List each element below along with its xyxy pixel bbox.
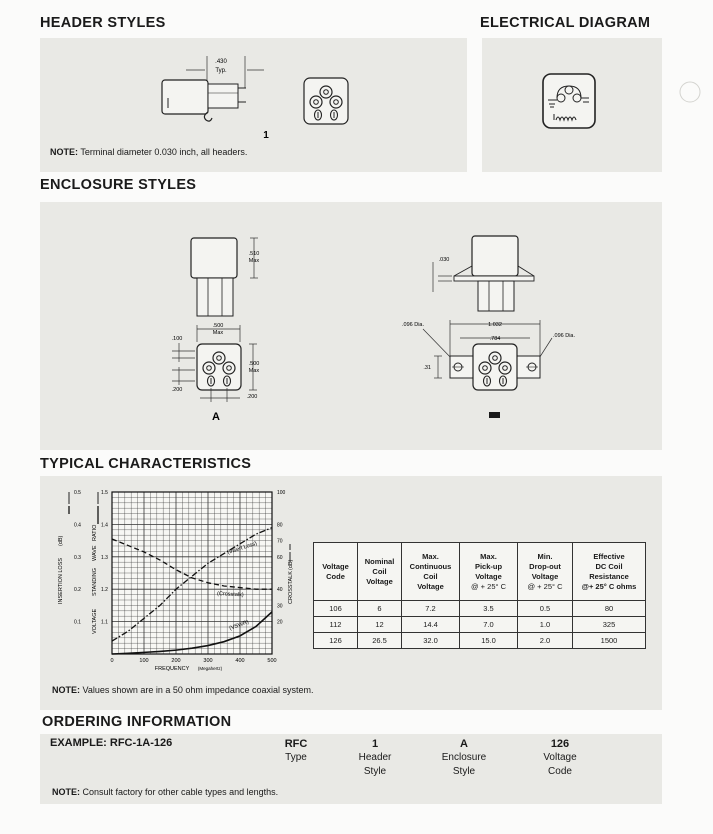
header-style-number: 1 (263, 130, 269, 141)
th-nominal-coil: Nominal Coil Voltage (358, 543, 402, 601)
page-hole-mark (676, 78, 704, 106)
y-tick-vswr: 1.1 (101, 619, 108, 626)
x-tick-label: 400 (235, 658, 245, 664)
table-row: 106 6 7.2 3.5 0.5 80 (314, 601, 646, 617)
svg-text:.500: .500 (248, 361, 260, 367)
axis-unit-crosstalk: (dB) (288, 559, 294, 570)
enclosure-styles-title: ENCLOSURE STYLES (40, 177, 197, 193)
y-tick-insertion-loss: 0.1 (74, 619, 81, 626)
svg-text:.200: .200 (246, 394, 258, 400)
series-label-crosstalk: (Crosstalk) (216, 591, 244, 599)
ordering-note: NOTE: Consult factory for other cable types and lengths. (52, 787, 279, 797)
ordering-col-type: RFC Type (284, 738, 308, 763)
dim-430-note: Typ. (215, 68, 227, 74)
enclosure-b-drawing (402, 236, 575, 420)
x-tick-label: 200 (171, 658, 181, 664)
ordering-col-enclosure-style: A Enclosure Style (441, 738, 487, 777)
y-tick-crosstalk: 80 (277, 522, 283, 529)
y-tick-crosstalk: 100 (277, 490, 286, 496)
th-min-dropout: Min. Drop-out Voltage @ + 25° C (518, 543, 573, 601)
y-tick-crosstalk: 20 (277, 619, 283, 626)
y-tick-crosstalk: 40 (277, 587, 283, 594)
ordering-col-voltage-code: 126 Voltage Code (543, 738, 577, 777)
enclosure-a-label: A (212, 411, 220, 423)
svg-text:.096 Dia.: .096 Dia. (401, 322, 425, 328)
characteristics-note: NOTE: Values shown are in a 50 ohm impedance coaxial system. (52, 685, 314, 695)
header-side-terminal (208, 84, 238, 108)
y-tick-insertion-loss: 0.4 (74, 522, 81, 529)
ordering-col-header-style: 1 Header Style (358, 738, 392, 777)
characteristics-chart (52, 484, 297, 674)
svg-text:.030: .030 (438, 257, 450, 263)
svg-text:.100: .100 (171, 336, 183, 342)
enclosure-a-drawing (172, 238, 260, 423)
table-row: 126 26.5 32.0 15.0 2.0 1500 (314, 633, 646, 649)
y-tick-vswr: 1.3 (101, 554, 108, 561)
svg-text:.500: .500 (212, 323, 224, 329)
axis-label-frequency: FREQUENCY (154, 666, 190, 672)
electrical-diagram-drawing (482, 38, 662, 172)
electrical-diagram-title: ELECTRICAL DIAGRAM (480, 15, 651, 31)
svg-text:.200: .200 (171, 387, 183, 393)
y-tick-crosstalk: 70 (277, 538, 283, 545)
x-tick-label: 0 (110, 658, 114, 664)
y-tick-crosstalk: 30 (277, 603, 283, 610)
th-voltage-code: Voltage Code (314, 543, 358, 601)
table-row: 112 12 14.4 7.0 1.0 325 (314, 617, 646, 633)
x-tick-label: 100 (139, 658, 149, 664)
series-label-insert-loss: (Insert Loss) (226, 540, 258, 556)
y-tick-insertion-loss: 0.5 (74, 490, 81, 496)
axis-label-vswr-b: STANDING (92, 567, 98, 596)
y-tick-vswr: 1.4 (101, 522, 108, 529)
x-tick-label: 500 (267, 658, 277, 664)
enclosure-drawings (40, 202, 662, 450)
y-tick-crosstalk: 60 (277, 554, 283, 561)
ordering-example: EXAMPLE: RFC-1A-126 (50, 737, 173, 749)
coil-spec-table (313, 542, 646, 649)
svg-text:Max: Max (248, 368, 260, 374)
header-side-body (162, 80, 208, 114)
svg-text:.784: .784 (489, 336, 501, 342)
y-tick-vswr: 1.2 (101, 587, 108, 594)
svg-text:Max: Max (212, 330, 224, 336)
th-dc-resistance: Effective DC Coil Resistance @+ 25° C ohms (573, 543, 646, 601)
svg-text:.096 Dia.: .096 Dia. (552, 333, 576, 339)
y-tick-insertion-loss: 0.2 (74, 587, 81, 594)
electrical-diagram-panel (482, 38, 662, 172)
dim-430-value: .430 (215, 59, 227, 65)
axis-label-vswr-a: VOLTAGE (92, 608, 98, 634)
enclosure-styles-panel (40, 202, 662, 450)
axis-unit-insertion-loss: (dB) (58, 535, 64, 546)
axis-label-vswr-c: WAVE (92, 545, 98, 561)
typical-characteristics-title: TYPICAL CHARACTERISTICS (40, 456, 252, 472)
y-tick-insertion-loss: 0.3 (74, 554, 81, 561)
svg-text:Max: Max (248, 258, 260, 264)
svg-text:.510: .510 (248, 251, 260, 257)
x-tick-label: 300 (203, 658, 213, 664)
axis-label-insertion-loss: INSERTION LOSS (58, 557, 64, 604)
table-header-row (314, 543, 646, 601)
enclosure-b-label: B (491, 411, 498, 420)
y-tick-vswr: 1.5 (101, 490, 108, 496)
ordering-information-title: ORDERING INFORMATION (42, 714, 232, 730)
header-styles-note: NOTE: Terminal diameter 0.030 inch, all headers. (50, 147, 248, 157)
svg-text:.31: .31 (423, 365, 431, 371)
axis-label-crosstalk: CROSSTALK (288, 571, 294, 604)
series-label-vswr: (VSWR) (228, 619, 250, 632)
header-styles-title: HEADER STYLES (40, 15, 166, 31)
axis-unit-frequency: (Megahertz) (197, 666, 223, 671)
svg-text:1.032: 1.032 (488, 322, 502, 328)
th-max-continuous: Max. Continuous Coil Voltage (402, 543, 460, 601)
th-max-pickup: Max. Pick-up Voltage @ + 25° C (460, 543, 518, 601)
axis-label-vswr-d: RATIO (92, 524, 98, 541)
